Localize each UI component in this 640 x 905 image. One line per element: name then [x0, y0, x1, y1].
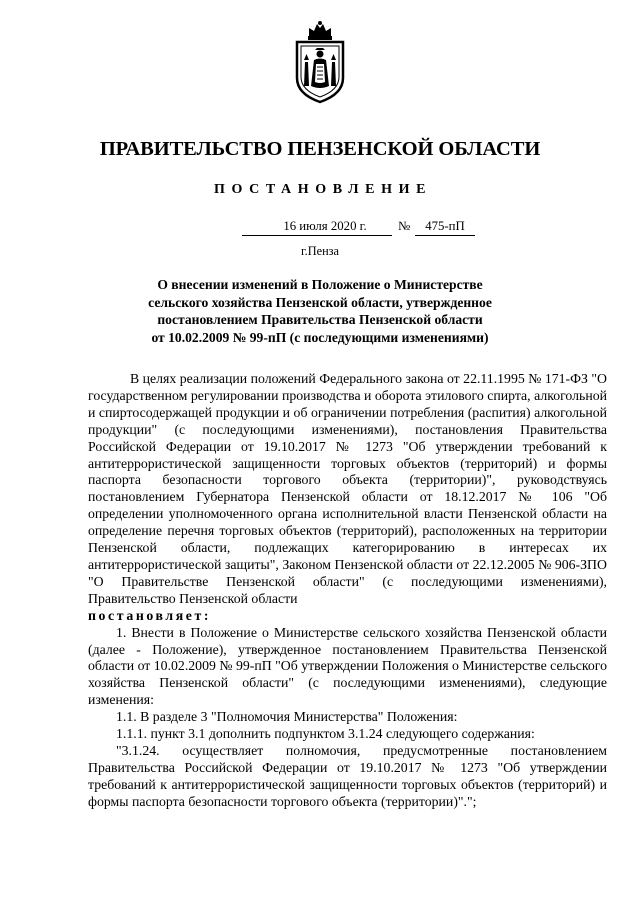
number-sign: №: [398, 219, 411, 233]
document-subject: [100, 276, 540, 346]
item-1-paragraph: 1. Внести в Положение о Министерстве сельского хозяйства Пензенской области (далее - Положение), утвержденное постановлением Правительства Пензенской области от 10.02.2009 № 99-пП "Об утверждении Положения о Министерстве сельского хозяйства Пензенской области" (с последующими изменениями), следующие изменения:: [88, 624, 607, 708]
city-name: г.Пенза: [301, 244, 339, 258]
subject-line: постановлением Правительства Пензенской области: [157, 312, 483, 327]
document-type: ПОСТАНОВЛЕНИЕ: [213, 182, 433, 197]
date-number-row: [0, 219, 640, 239]
subject-line: сельского хозяйства Пензенской области, утвержденное: [148, 294, 492, 310]
item-1-1-1-paragraph: 1.1.1. пункт 3.1 дополнить подпунктом 3.1.24 следующего содержания:: [116, 726, 535, 742]
resolves-word: постановляет:: [88, 607, 212, 623]
item-3-1-24-paragraph: "3.1.24. осуществляет полномочия, предусмотренные постановлением Правительства Российской Федерации от 19.10.2017 № 1273 "Об утверждении требований к антитеррористической защищенности торговых объектов (территорий) и формы паспорта безопасности торгового объекта (территории)".";: [88, 742, 607, 809]
document-date: 16 июля 2020 г.: [283, 219, 367, 233]
document-number: 475-пП: [415, 219, 475, 236]
subject-line: О внесении изменений в Положение о Министерстве: [157, 277, 483, 292]
document-date-field: [242, 219, 392, 236]
coat-of-arms-icon: [294, 20, 346, 104]
government-title: ПРАВИТЕЛЬСТВО ПЕНЗЕНСКОЙ ОБЛАСТИ: [99, 138, 541, 160]
document-body: [88, 371, 607, 811]
subject-line: от 10.02.2009 № 99-пП (с последующими изменениями): [151, 329, 489, 345]
item-1-1-paragraph: 1.1. В разделе 3 "Полномочия Министерства" Положения:: [116, 709, 458, 725]
preamble-paragraph: В целях реализации положений Федерального закона от 22.11.1995 № 171-ФЗ "О государственном регулировании производства и оборота этилового спирта, алкогольной и спиртосодержащей продукции и об ограничении потребления (распития) алкогольной продукции" (с последующими изменениями), постановления Правительства Российской Федерации от 19.10.2017 № 1273 "Об утверждении требований к антитеррористической защищенности торговых объектов (территорий) и формы паспорта безопасности торгового объекта (территории)", руководствуясь постановлением Губернатора Пензенской области от 18.12.2017 № 106 "Об определении уполномоченного органа исполнительной власти Пензенской области на определение перечня торговых объектов (территорий), расположенных на территории Пензенской области, подлежащих категорированию в интересах их антитеррористической защиты", Законом Пензенской области от 22.12.2005 № 906-ЗПО "О Правительстве Пензенской области" (с последующими изменениями), Правительство Пензенской области: [88, 371, 607, 606]
